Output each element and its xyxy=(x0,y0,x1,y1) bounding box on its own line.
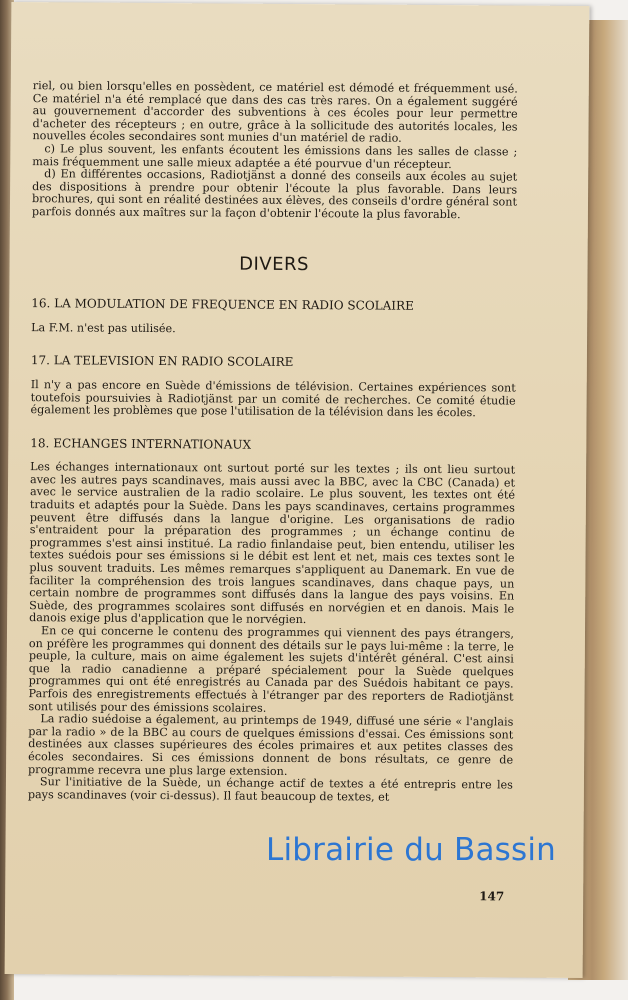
section-16-text: La F.M. n'est pas utilisée. xyxy=(31,320,176,335)
section-title-17: 17. LA TELEVISION EN RADIO SCOLAIRE xyxy=(30,353,294,370)
section-18-paragraph-2: En ce qui concerne le contenu des programmes qui viennent des pays étrangers, on préfère les programmes qui donnent des détails sur le pays lui-même : la terre, le peuple, la culture, mais on aime également les sujets d'intérêt général. C'est ainsi que la radio canadienne a préparé spécialement pour la Suède quelques programmes qui ont été enregistrés au Canada par des Suédois habitant ce pays. Parfois des enregistrements effectués à l'étranger par des reporters de Radiotjänst sont utilisés pour des émissions scolaires. xyxy=(28,624,515,715)
section-17 xyxy=(31,354,516,420)
paragraph-c: c) Le plus souvent, les enfants écoutent les émissions dans les salles de classe ; mais fréquemment une salle mieux adaptée a été pourvue d'un récepteur. xyxy=(32,142,518,171)
seller-watermark: Librairie du Bassin xyxy=(266,832,557,868)
section-18 xyxy=(28,437,516,805)
page-text xyxy=(28,80,518,825)
paragraph-materiel: riel, ou bien lorsqu'elles en possèdent, ce matériel est démodé et fréquemment usé. Ce matériel n'a été remplacé que dans des cas très rares. On a également suggéré au gouvernement d'accorder des subventions à ces écoles pour leur permettre d'acheter des récepteurs ; en outre, grâce à la sollicitude des autorités locales, les nouvelles écoles secondaires sont munies d'un matériel de radio. xyxy=(32,79,518,146)
section-18-paragraph-3: La radio suédoise a également, au printemps de 1949, diffusé une série « l'anglais par la radio » de la BBC au cours de quelques émissions d'essai. Ces émissions sont destinées aux classes supérieures des écoles primaires et aux petites classes des écoles secondaires. Si ces émissions donnent de bons résultats, ce genre de programme recevra une plus large extension. xyxy=(27,712,514,778)
section-title-18: 18. ECHANGES INTERNATIONAUX xyxy=(30,435,252,452)
section-17-text: Il n'y a pas encore en Suède d'émissions de télévision. Certaines expériences sont toutefois poursuivies à Radiotjänst par un comité de recherches. Ce comité étudie également les problèmes que pose l'utilisation de la télévision dans les écoles. xyxy=(30,378,516,420)
paragraph-d: d) En différentes occasions, Radiotjänst a donné des conseils aux écoles au sujet des dispositions à prendre pour obtenir l'écoute la plus favorable. Dans leurs brochures, qui sont en réalité destinées aux élèves, des conseils d'ordre général sont parfois donnés aux maîtres sur la façon d'obtenir l'écoute la plus favorable. xyxy=(31,167,518,222)
section-heading-divers: DIVERS xyxy=(239,253,310,275)
section-title-16: 16. LA MODULATION DE FREQUENCE EN RADIO SCOLAIRE xyxy=(31,296,414,313)
section-18-paragraph-1: Les échanges internationaux ont surtout porté sur les textes ; ils ont lieu surtout avec les autres pays scandinaves, mais aussi avec la BBC, avec la CBC (Canada) et avec le service australien de la radio scolaire. Le plus souvent, les textes ont été traduits et adaptés pour la Suède. Dans les pays scandinaves, certains programmes peuvent être diffusés dans la langue d'origine. Les organisations de radio s'entraident pour la préparation des programmes ; un échange continu de programmes s'est ainsi institué. La radio finlandaise peut, bien entendu, utiliser les textes suédois pour ses émissions si le débit est lent et net, mais ces textes sont le plus souvent traduits. Les mêmes remarques s'appliquent au Danemark. En vue de faciliter la compréhension des trois langues scandinaves, dans chaque pays, un certain nombre de programmes sont diffusés dans la langue des pays voisins. En Suède, des programmes scolaires sont diffusés en norvégien et en danois. Mais le danois exige plus d'application que le norvégien. xyxy=(29,460,516,627)
section-16 xyxy=(31,297,516,338)
page-number: 147 xyxy=(479,889,505,904)
section-18-paragraph-4: Sur l'initiative de la Suède, un échange actif de textes a été entrepris entre les pays scandinaves (voir ci-dessus). Il faut beaucoup de textes, et xyxy=(27,775,513,804)
